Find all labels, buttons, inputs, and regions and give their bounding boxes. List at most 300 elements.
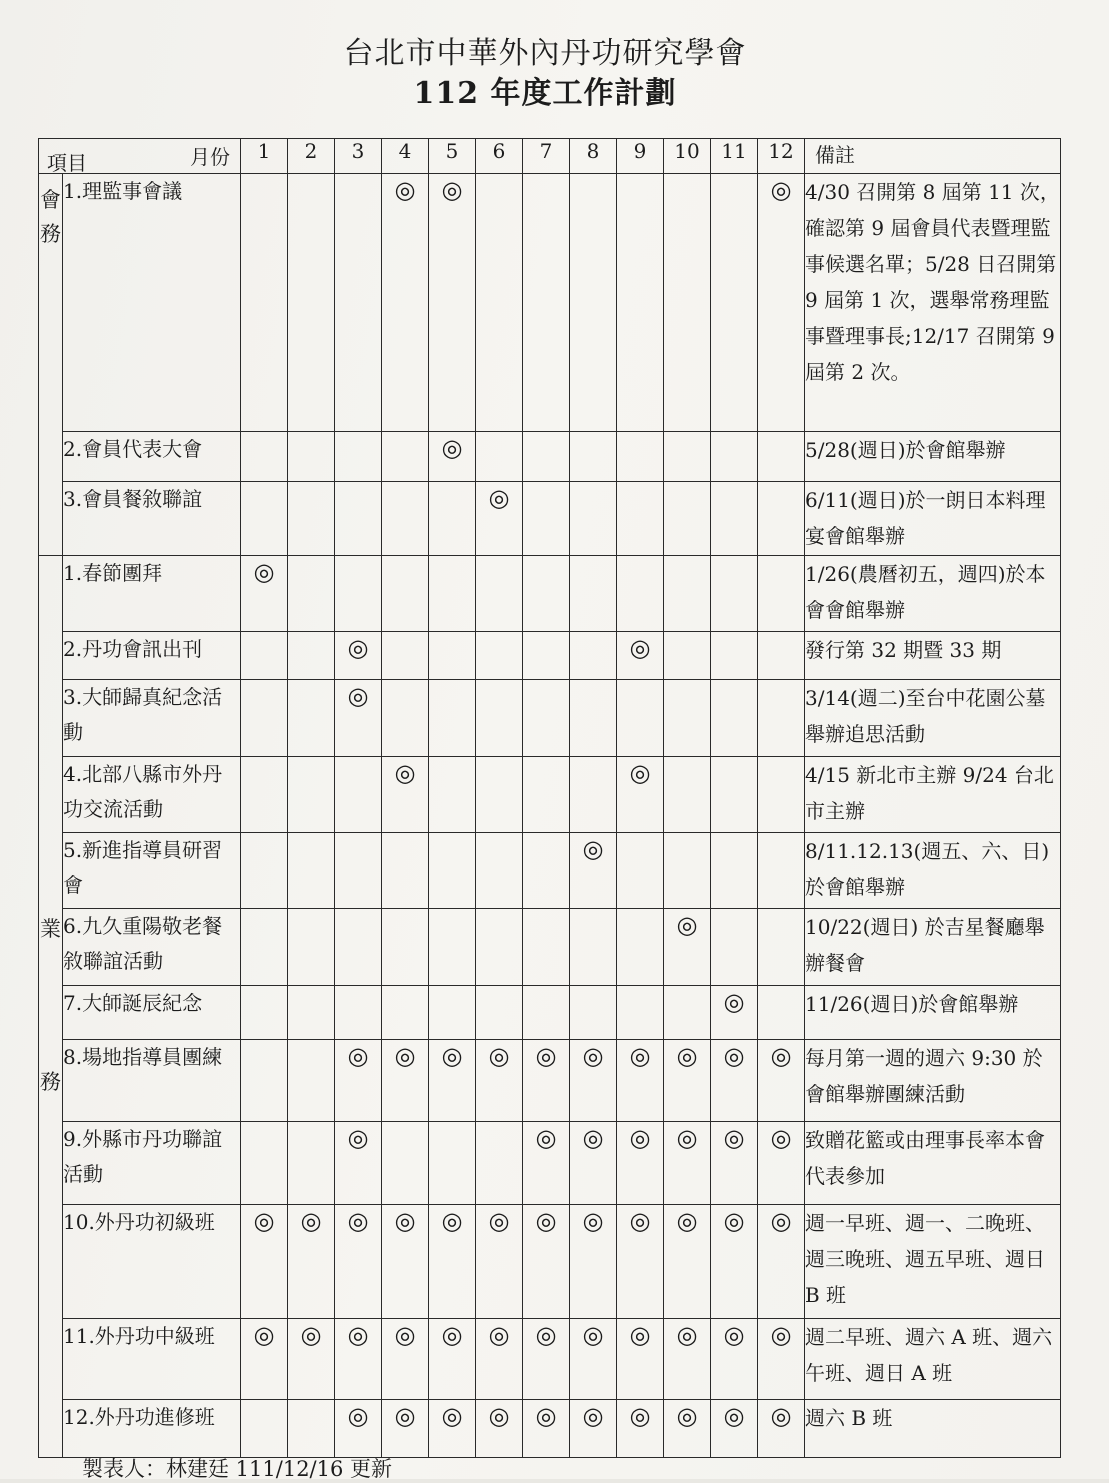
table-row [39, 632, 1061, 680]
month-cell-4 [382, 632, 429, 680]
month-cell-11 [711, 555, 758, 631]
month-cell-4 [382, 1319, 429, 1399]
month-cell-11 [711, 1039, 758, 1121]
month-cell-11 [711, 632, 758, 680]
scheduled-mark: ◎ [629, 1401, 651, 1430]
month-cell-9 [617, 555, 664, 631]
table-row [39, 985, 1061, 1039]
month-header-5: 5 [429, 139, 476, 174]
month-cell-9 [617, 985, 664, 1039]
month-cell-3 [335, 1204, 382, 1319]
item-header-label: 項目 [47, 151, 87, 175]
category-cell: 會 務 [39, 174, 63, 556]
month-cell-6 [476, 985, 523, 1039]
month-cell-7 [523, 1319, 570, 1399]
month-cell-3 [335, 174, 382, 432]
remark-cell: 週一早班、週一、二晚班、週三晚班、週五早班、週日 B 班 [805, 1204, 1061, 1319]
remark-cell: 8/11.12.13(週五、六、日)於會館舉辦 [805, 833, 1061, 909]
month-cell-6 [476, 756, 523, 832]
month-cell-12 [758, 1204, 805, 1319]
month-header-12: 12 [758, 139, 805, 174]
scheduled-mark: ◎ [770, 176, 792, 204]
month-cell-11 [711, 1319, 758, 1399]
month-header-label: 月份 [190, 145, 230, 169]
month-cell-3 [335, 756, 382, 832]
item-cell: 11.外丹功中級班 [63, 1319, 241, 1399]
category-cell: 業 務 [39, 555, 63, 1457]
month-cell-5 [429, 985, 476, 1039]
remark-cell: 5/28(週日)於會館舉辦 [805, 432, 1061, 482]
work-plan-table [38, 138, 1061, 1458]
month-cell-12 [758, 1399, 805, 1457]
month-cell-11 [711, 174, 758, 432]
month-cell-2 [288, 174, 335, 432]
month-cell-4 [382, 985, 429, 1039]
month-cell-9 [617, 756, 664, 832]
month-cell-7 [523, 909, 570, 985]
scheduled-mark: ◎ [441, 1206, 463, 1235]
month-cell-7 [523, 833, 570, 909]
month-cell-9 [617, 174, 664, 432]
scheduled-mark: ◎ [347, 682, 369, 711]
month-cell-4 [382, 1039, 429, 1121]
month-header-4: 4 [382, 139, 429, 174]
item-cell: 2.會員代表大會 [63, 432, 241, 482]
month-cell-6 [476, 174, 523, 432]
month-cell-11 [711, 1122, 758, 1204]
month-cell-3 [335, 432, 382, 482]
document-title: 台北市中華外內丹功研究學會 [343, 36, 747, 71]
item-month-header [39, 139, 241, 174]
month-header-11: 11 [711, 139, 758, 174]
scheduled-mark: ◎ [441, 176, 463, 204]
month-cell-4 [382, 833, 429, 909]
month-cell-3 [335, 482, 382, 555]
scheduled-mark: ◎ [629, 1124, 651, 1153]
month-cell-2 [288, 909, 335, 985]
scheduled-mark: ◎ [441, 1401, 463, 1430]
header-row [39, 139, 1061, 174]
month-cell-7 [523, 555, 570, 631]
table-row [39, 174, 1061, 432]
scheduled-mark: ◎ [535, 1206, 557, 1235]
month-cell-12 [758, 985, 805, 1039]
month-cell-7 [523, 632, 570, 680]
scheduled-mark: ◎ [582, 1124, 604, 1153]
scheduled-mark: ◎ [253, 557, 275, 586]
table-row [39, 909, 1061, 985]
month-cell-7 [523, 680, 570, 756]
scheduled-mark: ◎ [394, 176, 416, 204]
scheduled-mark: ◎ [582, 1401, 604, 1430]
scheduled-mark: ◎ [629, 758, 651, 787]
remark-cell: 每月第一週的週六 9:30 於會館舉辦團練活動 [805, 1039, 1061, 1121]
month-cell-7 [523, 174, 570, 432]
month-header-1: 1 [241, 139, 288, 174]
scheduled-mark: ◎ [582, 835, 604, 864]
scheduled-mark: ◎ [723, 1401, 745, 1430]
month-cell-6 [476, 1122, 523, 1204]
month-cell-7 [523, 1399, 570, 1457]
scheduled-mark: ◎ [629, 1206, 651, 1235]
month-cell-1 [241, 482, 288, 555]
month-cell-3 [335, 985, 382, 1039]
month-cell-5 [429, 174, 476, 432]
month-cell-10 [664, 482, 711, 555]
month-cell-7 [523, 1039, 570, 1121]
scheduled-mark: ◎ [676, 1206, 698, 1235]
month-cell-4 [382, 909, 429, 985]
scheduled-mark: ◎ [347, 634, 369, 663]
month-cell-7 [523, 482, 570, 555]
month-cell-5 [429, 1039, 476, 1121]
scheduled-mark: ◎ [723, 1041, 745, 1070]
month-cell-4 [382, 756, 429, 832]
scheduled-mark: ◎ [441, 434, 463, 463]
month-cell-2 [288, 1204, 335, 1319]
month-cell-9 [617, 833, 664, 909]
month-cell-10 [664, 833, 711, 909]
month-cell-12 [758, 756, 805, 832]
month-cell-10 [664, 1204, 711, 1319]
month-cell-5 [429, 680, 476, 756]
month-cell-8 [570, 174, 617, 432]
table-row [39, 1204, 1061, 1319]
remark-cell: 週六 B 班 [805, 1399, 1061, 1457]
remark-cell: 11/26(週日)於會館舉辦 [805, 985, 1061, 1039]
month-cell-12 [758, 909, 805, 985]
scheduled-mark: ◎ [300, 1206, 322, 1235]
month-cell-6 [476, 1319, 523, 1399]
month-cell-4 [382, 680, 429, 756]
scheduled-mark: ◎ [394, 1321, 416, 1350]
month-cell-10 [664, 632, 711, 680]
scheduled-mark: ◎ [488, 484, 510, 513]
month-cell-8 [570, 432, 617, 482]
remark-cell: 3/14(週二)至台中花園公墓舉辦追思活動 [805, 680, 1061, 756]
scheduled-mark: ◎ [582, 1206, 604, 1235]
month-cell-11 [711, 909, 758, 985]
month-cell-1 [241, 909, 288, 985]
scheduled-mark: ◎ [770, 1041, 792, 1070]
month-cell-1 [241, 985, 288, 1039]
month-cell-12 [758, 555, 805, 631]
month-cell-8 [570, 632, 617, 680]
month-cell-1 [241, 833, 288, 909]
month-cell-9 [617, 1399, 664, 1457]
month-cell-8 [570, 1399, 617, 1457]
table-row [39, 1122, 1061, 1204]
scheduled-mark: ◎ [253, 1321, 275, 1350]
month-cell-3 [335, 1319, 382, 1399]
table-row [39, 432, 1061, 482]
month-header-2: 2 [288, 139, 335, 174]
scheduled-mark: ◎ [347, 1321, 369, 1350]
month-cell-10 [664, 1122, 711, 1204]
month-cell-1 [241, 756, 288, 832]
scheduled-mark: ◎ [723, 1206, 745, 1235]
month-cell-5 [429, 1319, 476, 1399]
month-cell-10 [664, 1039, 711, 1121]
remarks-header: 備註 [805, 139, 1061, 174]
document-subtitle: 112 年度工作計劃 [413, 76, 677, 111]
month-cell-2 [288, 833, 335, 909]
item-cell: 10.外丹功初級班 [63, 1204, 241, 1319]
scheduled-mark: ◎ [535, 1124, 557, 1153]
month-cell-1 [241, 555, 288, 631]
month-header-9: 9 [617, 139, 664, 174]
scheduled-mark: ◎ [629, 1321, 651, 1350]
scheduled-mark: ◎ [582, 1041, 604, 1070]
month-cell-8 [570, 482, 617, 555]
month-cell-9 [617, 632, 664, 680]
month-cell-8 [570, 756, 617, 832]
month-cell-5 [429, 555, 476, 631]
month-cell-5 [429, 756, 476, 832]
month-cell-4 [382, 1204, 429, 1319]
month-cell-11 [711, 756, 758, 832]
month-cell-5 [429, 1204, 476, 1319]
month-cell-6 [476, 555, 523, 631]
scheduled-mark: ◎ [629, 1041, 651, 1070]
month-cell-3 [335, 833, 382, 909]
month-cell-4 [382, 555, 429, 631]
month-header-3: 3 [335, 139, 382, 174]
month-cell-5 [429, 632, 476, 680]
month-cell-2 [288, 432, 335, 482]
item-cell: 7.大師誕辰紀念 [63, 985, 241, 1039]
table-row [39, 833, 1061, 909]
scheduled-mark: ◎ [394, 1401, 416, 1430]
month-cell-1 [241, 1039, 288, 1121]
table-row [39, 555, 1061, 631]
month-cell-11 [711, 432, 758, 482]
month-cell-8 [570, 833, 617, 909]
item-cell: 1.理監事會議 [63, 174, 241, 432]
month-cell-2 [288, 555, 335, 631]
table-row [39, 756, 1061, 832]
month-cell-8 [570, 1319, 617, 1399]
month-header-7: 7 [523, 139, 570, 174]
table-row [39, 1039, 1061, 1121]
table-row [39, 1399, 1061, 1457]
scheduled-mark: ◎ [770, 1321, 792, 1350]
remark-cell: 1/26(農曆初五，週四)於本會會館舉辦 [805, 555, 1061, 631]
item-cell: 4.北部八縣市外丹功交流活動 [63, 756, 241, 832]
scheduled-mark: ◎ [629, 634, 651, 663]
month-cell-5 [429, 1399, 476, 1457]
month-cell-6 [476, 482, 523, 555]
month-cell-3 [335, 1399, 382, 1457]
scheduled-mark: ◎ [676, 911, 698, 940]
month-cell-6 [476, 1399, 523, 1457]
month-cell-6 [476, 1204, 523, 1319]
scheduled-mark: ◎ [253, 1206, 275, 1235]
remark-cell: 週二早班、週六 A 班、週六午班、週日 A 班 [805, 1319, 1061, 1399]
scheduled-mark: ◎ [441, 1041, 463, 1070]
month-cell-10 [664, 432, 711, 482]
month-cell-1 [241, 1399, 288, 1457]
month-cell-2 [288, 1319, 335, 1399]
month-cell-12 [758, 174, 805, 432]
month-cell-10 [664, 174, 711, 432]
month-cell-10 [664, 985, 711, 1039]
month-cell-4 [382, 482, 429, 555]
scheduled-mark: ◎ [723, 1321, 745, 1350]
month-cell-6 [476, 432, 523, 482]
scheduled-mark: ◎ [723, 987, 745, 1016]
month-cell-3 [335, 1039, 382, 1121]
month-cell-7 [523, 1122, 570, 1204]
month-cell-9 [617, 482, 664, 555]
scheduled-mark: ◎ [676, 1321, 698, 1350]
remark-cell: 4/30 召開第 8 屆第 11 次，確認第 9 屆會員代表暨理監事候選名單；5/28 日召開第 9 屆第 1 次，選舉常務理監事暨理事長;12/17 召開第 9 屆第 2 次。 [805, 174, 1061, 432]
month-cell-5 [429, 833, 476, 909]
month-cell-7 [523, 1204, 570, 1319]
scheduled-mark: ◎ [770, 1206, 792, 1235]
month-cell-3 [335, 680, 382, 756]
month-cell-9 [617, 432, 664, 482]
month-cell-1 [241, 1319, 288, 1399]
month-cell-4 [382, 1399, 429, 1457]
month-cell-11 [711, 833, 758, 909]
scheduled-mark: ◎ [441, 1321, 463, 1350]
month-cell-5 [429, 1122, 476, 1204]
item-cell: 5.新進指導員研習會 [63, 833, 241, 909]
remark-cell: 4/15 新北市主辦 9/24 台北市主辦 [805, 756, 1061, 832]
scheduled-mark: ◎ [488, 1321, 510, 1350]
month-cell-6 [476, 909, 523, 985]
month-cell-4 [382, 432, 429, 482]
month-cell-12 [758, 1039, 805, 1121]
month-cell-2 [288, 1039, 335, 1121]
month-cell-3 [335, 632, 382, 680]
table-row [39, 482, 1061, 555]
month-cell-9 [617, 909, 664, 985]
month-cell-2 [288, 1399, 335, 1457]
month-cell-5 [429, 909, 476, 985]
month-cell-11 [711, 985, 758, 1039]
month-cell-3 [335, 909, 382, 985]
item-cell: 9.外縣市丹功聯誼活動 [63, 1122, 241, 1204]
scheduled-mark: ◎ [300, 1321, 322, 1350]
scheduled-mark: ◎ [535, 1321, 557, 1350]
remark-cell: 致贈花籃或由理事長率本會代表參加 [805, 1122, 1061, 1204]
month-cell-7 [523, 756, 570, 832]
remark-cell: 6/11(週日)於一朗日本料理宴會館舉辦 [805, 482, 1061, 555]
scheduled-mark: ◎ [582, 1321, 604, 1350]
month-cell-8 [570, 909, 617, 985]
month-cell-12 [758, 632, 805, 680]
month-cell-5 [429, 482, 476, 555]
table-row [39, 680, 1061, 756]
month-cell-2 [288, 985, 335, 1039]
month-cell-1 [241, 1122, 288, 1204]
month-cell-3 [335, 1122, 382, 1204]
month-header-10: 10 [664, 139, 711, 174]
month-cell-6 [476, 833, 523, 909]
scheduled-mark: ◎ [347, 1206, 369, 1235]
item-cell: 6.九久重陽敬老餐敘聯誼活動 [63, 909, 241, 985]
month-cell-10 [664, 756, 711, 832]
month-cell-10 [664, 1399, 711, 1457]
month-cell-8 [570, 985, 617, 1039]
month-cell-9 [617, 1319, 664, 1399]
month-cell-9 [617, 1039, 664, 1121]
month-cell-11 [711, 680, 758, 756]
item-cell: 3.大師歸真紀念活動 [63, 680, 241, 756]
month-cell-4 [382, 1122, 429, 1204]
item-cell: 12.外丹功進修班 [63, 1399, 241, 1457]
month-cell-12 [758, 1319, 805, 1399]
month-cell-8 [570, 555, 617, 631]
scheduled-mark: ◎ [394, 1206, 416, 1235]
table-body [39, 174, 1061, 1458]
scheduled-mark: ◎ [347, 1401, 369, 1430]
month-cell-8 [570, 1122, 617, 1204]
scheduled-mark: ◎ [394, 758, 416, 787]
month-cell-1 [241, 432, 288, 482]
scheduled-mark: ◎ [488, 1041, 510, 1070]
scheduled-mark: ◎ [770, 1401, 792, 1430]
scheduled-mark: ◎ [535, 1041, 557, 1070]
month-header-6: 6 [476, 139, 523, 174]
month-cell-3 [335, 555, 382, 631]
scheduled-mark: ◎ [394, 1041, 416, 1070]
scheduled-mark: ◎ [488, 1401, 510, 1430]
month-cell-1 [241, 1204, 288, 1319]
month-cell-11 [711, 1399, 758, 1457]
month-cell-10 [664, 680, 711, 756]
month-cell-10 [664, 1319, 711, 1399]
month-cell-2 [288, 756, 335, 832]
item-cell: 1.春節團拜 [63, 555, 241, 631]
month-cell-9 [617, 1204, 664, 1319]
scheduled-mark: ◎ [488, 1206, 510, 1235]
month-cell-10 [664, 909, 711, 985]
scheduled-mark: ◎ [676, 1401, 698, 1430]
scheduled-mark: ◎ [676, 1124, 698, 1153]
month-cell-1 [241, 680, 288, 756]
month-cell-12 [758, 432, 805, 482]
table-maker-note: 製表人：林建廷 111/12/16 更新 [82, 1457, 393, 1481]
month-cell-6 [476, 1039, 523, 1121]
month-cell-6 [476, 680, 523, 756]
month-cell-6 [476, 632, 523, 680]
month-cell-9 [617, 680, 664, 756]
item-cell: 8.場地指導員團練 [63, 1039, 241, 1121]
month-cell-8 [570, 680, 617, 756]
remark-cell: 10/22(週日) 於吉星餐廳舉辦餐會 [805, 909, 1061, 985]
month-cell-2 [288, 482, 335, 555]
month-header-8: 8 [570, 139, 617, 174]
month-cell-11 [711, 482, 758, 555]
scheduled-mark: ◎ [347, 1124, 369, 1153]
scheduled-mark: ◎ [347, 1041, 369, 1070]
month-cell-2 [288, 1122, 335, 1204]
item-cell: 3.會員餐敘聯誼 [63, 482, 241, 555]
scheduled-mark: ◎ [723, 1124, 745, 1153]
month-cell-12 [758, 833, 805, 909]
month-cell-7 [523, 432, 570, 482]
month-cell-2 [288, 680, 335, 756]
month-cell-8 [570, 1039, 617, 1121]
month-cell-10 [664, 555, 711, 631]
month-cell-1 [241, 632, 288, 680]
scheduled-mark: ◎ [535, 1401, 557, 1430]
item-cell: 2.丹功會訊出刊 [63, 632, 241, 680]
month-cell-12 [758, 482, 805, 555]
